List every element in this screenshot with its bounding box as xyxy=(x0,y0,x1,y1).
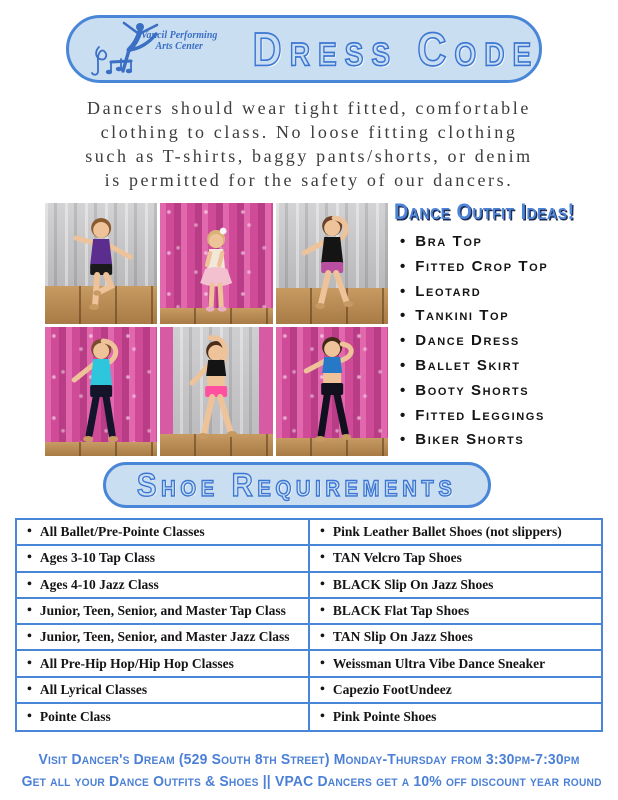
dancer-photo-5 xyxy=(160,327,272,456)
shoe-requirements-title: Shoe Requirements xyxy=(137,466,457,503)
class-cell: • Ages 4-10 Jazz Class xyxy=(17,573,308,599)
outfit-item: • Bra Top xyxy=(394,230,610,255)
logo-line1: Vancil Performing xyxy=(141,30,218,41)
outfit-item: • Leotard xyxy=(394,280,610,305)
outfit-item: • Fitted Leggings xyxy=(394,404,610,429)
photo-grid xyxy=(45,203,388,456)
intro-line: is permitted for the safety of our dancers. xyxy=(104,170,514,190)
shoe-cell: • BLACK Flat Tap Shoes xyxy=(308,599,601,625)
dancer-figure-3 xyxy=(276,203,388,324)
class-cell: • Ages 3-10 Tap Class xyxy=(17,546,308,572)
class-cell: • All Pre-Hip Hop/Hip Hop Classes xyxy=(17,651,308,677)
shoe-cell: • TAN Slip On Jazz Shoes xyxy=(308,625,601,651)
outfit-item: • Tankini Top xyxy=(394,304,610,329)
shoe-cell: • Weissman Ultra Vibe Dance Sneaker xyxy=(308,651,601,677)
class-cell: • All Ballet/Pre-Pointe Classes xyxy=(17,520,308,546)
intro-line: clothing to class. No loose fitting clothing xyxy=(100,122,518,142)
shoe-requirements-table xyxy=(15,518,603,732)
outfit-ideas-title: Dance Outfit Ideas! xyxy=(394,200,575,225)
outfit-item: • Booty Shorts xyxy=(394,379,610,404)
logo-text xyxy=(141,30,217,52)
shoe-requirements-banner xyxy=(103,462,491,508)
header-banner xyxy=(66,15,542,83)
dancer-figure-6 xyxy=(276,327,388,456)
middle-section xyxy=(45,200,610,456)
dancer-figure-2 xyxy=(160,203,272,324)
class-cell: • All Lyrical Classes xyxy=(17,678,308,704)
dancer-figure-4 xyxy=(45,327,157,456)
footer-line1: Visit Dancer's Dream (529 South 8th Street) Monday-Thursday from 3:30pm-7:30pm xyxy=(38,751,580,768)
shoe-cell: • BLACK Slip On Jazz Shoes xyxy=(308,573,601,599)
outfit-ideas-panel xyxy=(394,200,610,456)
intro-line: such as T-shirts, baggy pants/shorts, or denim xyxy=(85,146,533,166)
intro-text xyxy=(0,96,618,192)
vpac-logo xyxy=(83,18,233,80)
dancer-figure-1 xyxy=(45,203,157,324)
outfit-item: • Dance Dress xyxy=(394,329,610,354)
footer-line2: Get all your Dance Outfits & Shoes || VPAC Dancers get a 10% off discount year round xyxy=(21,772,602,790)
dancer-photo-6 xyxy=(276,327,388,456)
dancer-photo-3 xyxy=(276,203,388,324)
dancer-photo-1 xyxy=(45,203,157,324)
shoe-cell: • Capezio FootUndeez xyxy=(308,678,601,704)
class-cell: • Junior, Teen, Senior, and Master Jazz Class xyxy=(17,625,308,651)
dancer-figure-5 xyxy=(160,327,272,456)
class-cell: • Pointe Class xyxy=(17,704,308,730)
page-title: Dress Code xyxy=(252,22,540,76)
dancer-photo-2 xyxy=(160,203,272,324)
outfit-item: • Fitted Crop Top xyxy=(394,255,610,280)
intro-line: Dancers should wear tight fitted, comfortable xyxy=(87,98,531,118)
shoe-cell: • Pink Pointe Shoes xyxy=(308,704,601,730)
logo-line2: Arts Center xyxy=(155,41,203,52)
class-cell: • Junior, Teen, Senior, and Master Tap Class xyxy=(17,599,308,625)
shoe-cell: • TAN Velcro Tap Shoes xyxy=(308,546,601,572)
outfit-item: • Ballet Skirt xyxy=(394,354,610,379)
dancer-photo-4 xyxy=(45,327,157,456)
shoe-cell: • Pink Leather Ballet Shoes (not slippers) xyxy=(308,520,601,546)
footer xyxy=(0,749,618,792)
outfit-item: • Biker Shorts xyxy=(394,428,610,453)
outfit-ideas-list xyxy=(394,230,610,453)
